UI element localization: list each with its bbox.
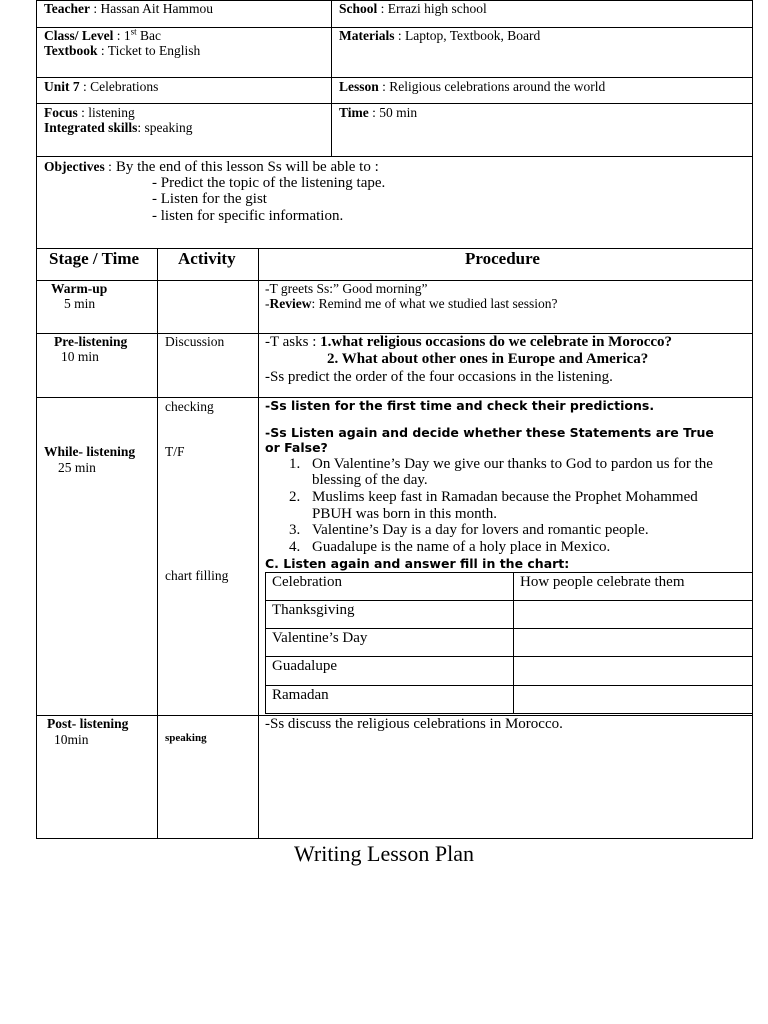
lesson-cell: Lesson : Religious celebrations around the world — [339, 79, 606, 94]
unit-label: Unit 7 — [44, 79, 80, 94]
school-label: School — [339, 1, 378, 16]
warmup-time: 5 min — [64, 296, 96, 311]
warmup-review — [265, 296, 557, 312]
objectives-border-right — [752, 157, 753, 249]
prelistening-activity: Discussion — [165, 334, 225, 349]
teacher-label: Teacher — [44, 1, 90, 16]
statement-text: Guadalupe is the name of a holy place in Mexico. — [312, 539, 611, 555]
step-a: -Ss listen for the first time and check their predictions. — [265, 398, 655, 413]
materials-value: Laptop, Textbook, Board — [405, 28, 541, 43]
time-value: 50 min — [379, 105, 418, 120]
stage-time-header: Stage / Time — [49, 249, 140, 268]
objectives-border-left — [36, 157, 37, 249]
unit-value: Celebrations — [90, 79, 159, 94]
statement-number: 4. — [289, 539, 301, 555]
objective-item: - listen for specific information. — [152, 208, 344, 224]
warmup-greeting: -T greets Ss:” Good morning” — [265, 281, 428, 296]
chart-header-how: How people celebrate them — [520, 574, 685, 590]
time-cell: Time : 50 min — [339, 105, 418, 120]
statement-text: Muslims keep fast in Ramadan because the Prophet Mohammed — [312, 489, 698, 505]
objective-item: - Predict the topic of the listening tape. — [152, 175, 386, 191]
review-text: : Remind me of what we studied last session? — [311, 296, 558, 311]
page-footer-title: Writing Lesson Plan — [294, 841, 474, 866]
chart-top — [265, 572, 753, 573]
school-cell: School : Errazi high school — [339, 1, 487, 16]
school-value: Errazi high school — [387, 1, 487, 16]
textbook-cell: Textbook : Ticket to English — [44, 43, 201, 58]
focus-value: listening — [88, 105, 135, 120]
header-border-left — [36, 0, 37, 157]
main-table-top — [36, 248, 753, 249]
chart-row-celebration: Valentine’s Day — [272, 630, 368, 646]
statement-number: 1. — [289, 456, 301, 472]
header-rule-2 — [36, 77, 753, 78]
header-divider — [331, 0, 332, 157]
while-stage: While- listening — [44, 444, 136, 459]
question-1: 1.what religious occasions do we celebrate in Morocco? — [320, 334, 673, 350]
header-rule-4 — [36, 156, 753, 157]
while-time: 25 min — [58, 460, 96, 475]
post-activity: speaking — [165, 732, 207, 744]
class-cell: Class/ Level : 1st Bac — [44, 26, 162, 43]
class-value-sup: st — [130, 26, 137, 37]
main-table-bottom — [36, 838, 753, 839]
statement-text: Valentine’s Day is a day for lovers and romantic people. — [312, 522, 649, 538]
class-value-num: 1 — [123, 28, 131, 43]
chart-rule — [265, 685, 753, 686]
activity-chart-filling: chart filling — [165, 568, 229, 583]
header-border-right — [752, 0, 753, 157]
statement-text-cont: blessing of the day. — [312, 472, 428, 488]
review-label: Review — [269, 296, 312, 311]
prelistening-question-2: 2. What about other ones in Europe and America? — [327, 351, 649, 367]
teacher-value: Hassan Ait Hammou — [100, 1, 214, 16]
step-c: C. Listen again and answer fill in the chart: — [265, 556, 570, 571]
statement-number: 3. — [289, 522, 301, 538]
statement-text: On Valentine’s Day we give our thanks to God to pardon us for the — [312, 456, 713, 472]
materials-label: Materials — [339, 28, 395, 43]
post-time: 10min — [54, 732, 89, 747]
prelistening-time: 10 min — [61, 349, 99, 364]
class-label: Class/ Level — [44, 28, 114, 43]
activity-tf: T/F — [165, 444, 185, 459]
textbook-label: Textbook — [44, 43, 98, 58]
skills-value: speaking — [144, 120, 193, 135]
step-b-line1: -Ss Listen again and decide whether these Statements are True — [265, 425, 714, 440]
objectives-intro: By the end of this lesson Ss will be able to : — [115, 159, 379, 175]
statement-number: 2. — [289, 489, 301, 505]
chart-rule — [265, 600, 753, 601]
prelistening-question-1 — [265, 334, 672, 351]
post-stage: Post- listening — [47, 716, 129, 731]
header-rule-3 — [36, 103, 753, 104]
main-table-left — [36, 248, 37, 839]
chart-row-celebration: Ramadan — [272, 687, 329, 703]
chart-divider — [513, 572, 514, 714]
lesson-value: Religious celebrations around the world — [389, 79, 606, 94]
chart-row-celebration: Guadalupe — [272, 658, 337, 674]
statement-text-cont: PBUH was born in this month. — [312, 506, 498, 522]
ask-prefix: -T asks : — [265, 334, 321, 350]
chart-header-celebration: Celebration — [272, 574, 342, 590]
activity-checking: checking — [165, 399, 214, 414]
materials-cell: Materials : Laptop, Textbook, Board — [339, 28, 541, 43]
class-value-rest: Bac — [136, 28, 162, 43]
teacher-cell: Teacher : Hassan Ait Hammou — [44, 1, 214, 16]
focus-cell: Focus : listening — [44, 105, 135, 120]
prelistening-predict: -Ss predict the order of the four occasions in the listening. — [265, 369, 613, 385]
chart-rule — [265, 656, 753, 657]
review-prefix: - — [265, 296, 270, 311]
activity-header: Activity — [178, 249, 236, 268]
chart-rule — [265, 628, 753, 629]
skills-cell: Integrated skills: speaking — [44, 120, 193, 135]
lesson-label: Lesson — [339, 79, 379, 94]
main-table-right — [752, 248, 753, 839]
objective-item: - Listen for the gist — [152, 191, 267, 207]
objectives-heading: Objectives : By the end of this lesson Ss will be able to : — [44, 159, 379, 175]
unit-cell: Unit 7 : Celebrations — [44, 79, 159, 94]
objectives-label: Objectives — [44, 159, 105, 174]
warmup-stage: Warm-up — [51, 281, 108, 296]
prelistening-stage: Pre-listening — [54, 334, 128, 349]
textbook-value: Ticket to English — [107, 43, 201, 58]
focus-label: Focus — [44, 105, 78, 120]
chart-bottom — [265, 713, 753, 714]
chart-row-celebration: Thanksgiving — [272, 602, 355, 618]
step-b-line2: or False? — [265, 440, 328, 455]
time-label: Time — [339, 105, 369, 120]
main-table-col1 — [157, 248, 158, 839]
skills-label: Integrated skills — [44, 120, 138, 135]
procedure-header: Procedure — [465, 249, 540, 268]
main-table-col2 — [258, 248, 259, 839]
post-procedure: -Ss discuss the religious celebrations in Morocco. — [265, 716, 563, 732]
